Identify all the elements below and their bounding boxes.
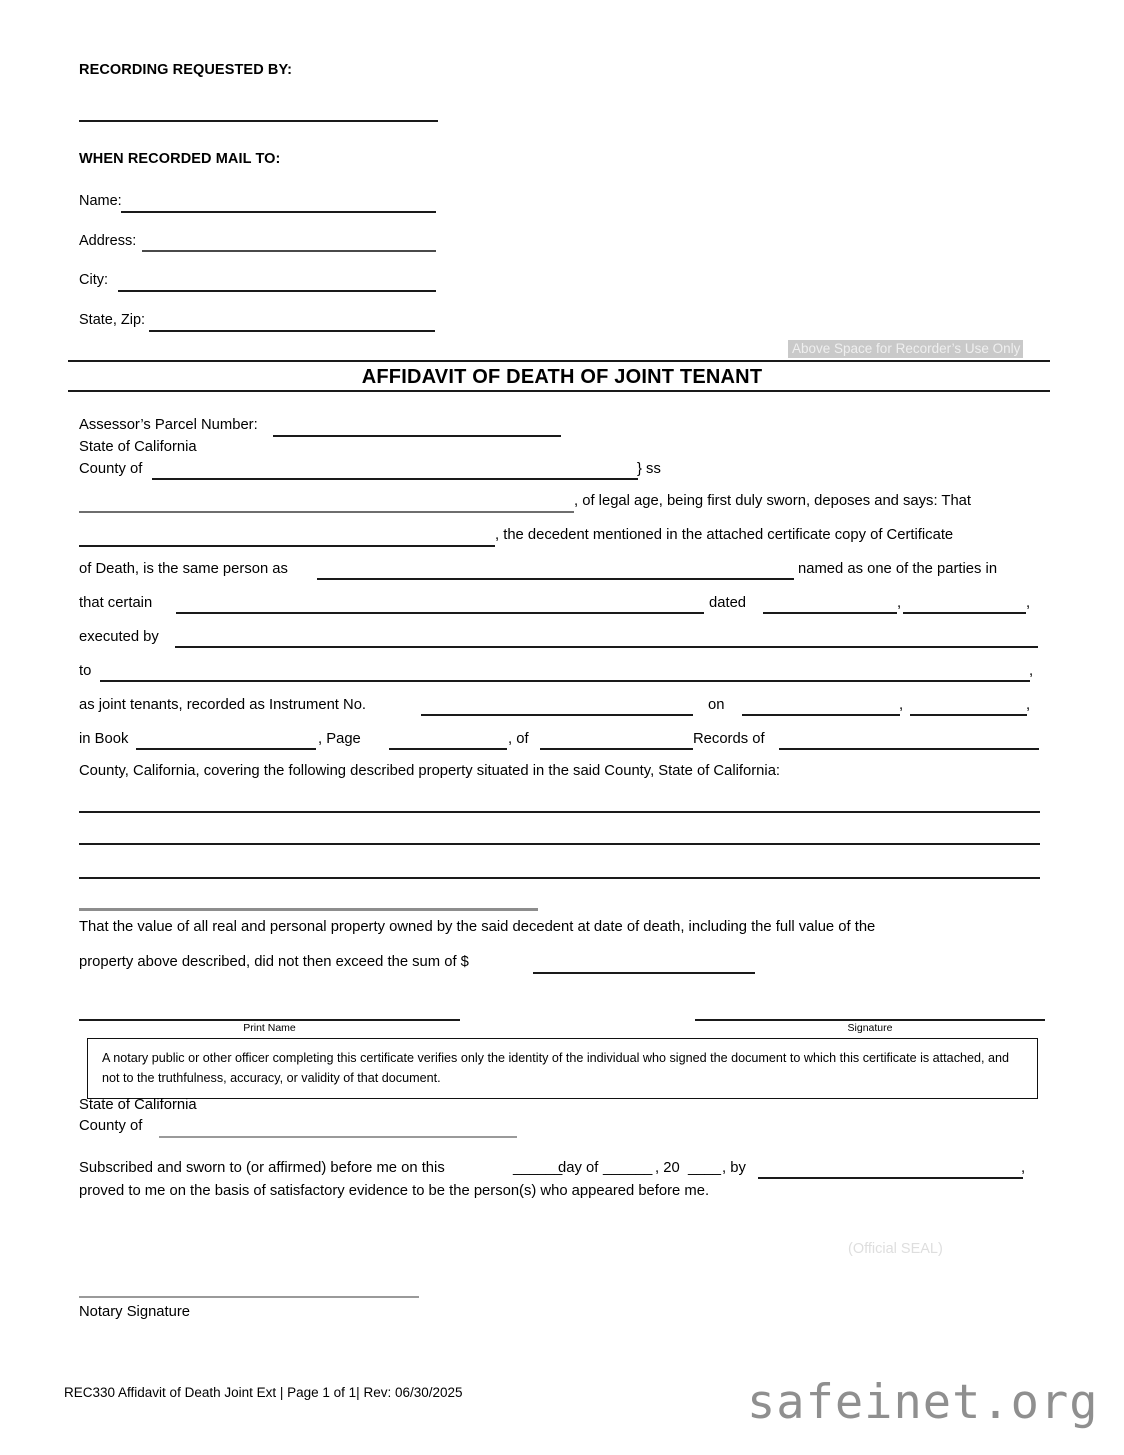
instrument-number-blank-line[interactable] [421,714,693,716]
dated-comma-b: , [1026,595,1031,611]
notary-disclosure-text: A notary public or other officer completing this certificate verifies only the identity of the individual who signed the document to which this certificate is attached, and not to the truthfulness, accuracy, or validity of that document. [102,1051,1010,1085]
property-description-line-4[interactable] [79,908,538,911]
value-statement-line-2: property above described, did not then exceed the sum of $ [79,954,469,970]
state-of-california-label: State of California [79,439,197,455]
value-statement-line-1: That the value of all real and personal property owned by the said decedent at date of death, including the full value of the [79,919,876,935]
recorded-on-month-blank-line[interactable] [742,714,900,716]
body-line-1-text: , of legal age, being first duly sworn, deposes and says: That [574,493,972,509]
to-label: to [79,663,92,679]
name-label: Name: [79,193,122,209]
jurat-second-line: proved to me on the basis of satisfactory evidence to be the person(s) who appeared before me. [79,1183,710,1199]
jurat-by-label: , by [722,1160,746,1176]
print-name-signature-line[interactable] [79,1019,460,1021]
in-book-label: in Book [79,731,129,747]
jurat-day-blank[interactable]: ______ [513,1160,563,1176]
joint-tenants-instrument-label: as joint tenants, recorded as Instrument No. [79,697,367,713]
signature-caption: Signature [847,1022,893,1034]
to-blank-line[interactable] [100,680,1030,682]
same-person-blank-line[interactable] [317,578,794,580]
jurat-month-blank[interactable]: ______ [603,1160,653,1176]
signature-line[interactable] [695,1019,1045,1021]
records-of-blank-line[interactable] [779,748,1039,750]
title-rule-bottom [68,390,1050,392]
jurat-year-blank[interactable]: ____ [688,1160,721,1176]
county-of-label: County of [79,461,143,477]
notary-county-blank-line[interactable] [159,1136,517,1138]
county-of-blank-line[interactable] [152,478,638,480]
instrument-type-blank-line[interactable] [176,612,704,614]
dated-year-blank-line[interactable] [903,612,1026,614]
apn-label: Assessor’s Parcel Number: [79,417,258,433]
jurat-affiant-blank-line[interactable] [758,1177,1023,1179]
city-label: City: [79,272,108,288]
body-line-3-tail: named as one of the parties in [798,561,998,577]
city-blank-line[interactable] [118,290,436,292]
ss-mark: } ss [637,461,661,477]
title-rule-top [68,360,1050,362]
notary-disclosure-box [87,1038,1038,1099]
print-name-caption: Print Name [243,1022,296,1034]
jurat-day-of-label: day of [558,1160,599,1176]
footer-form-info: REC330 Affidavit of Death Joint Ext | Page 1 of 1| Rev: 06/30/2025 [64,1385,463,1400]
jurat-year-prefix: , 20 [655,1160,680,1176]
dated-month-blank-line[interactable] [763,612,897,614]
site-watermark: safeinet.org [747,1375,1099,1430]
when-recorded-mail-to-label: WHEN RECORDED MAIL TO: [79,151,281,167]
body-line-2-text: , the decedent mentioned in the attached certificate copy of Certificate [495,527,954,543]
recorded-on-year-blank-line[interactable] [910,714,1027,716]
address-label: Address: [79,233,137,249]
body-line-4-lead: that certain [79,595,153,611]
page-label: , Page [318,731,361,747]
affiant-name-blank-line[interactable] [79,511,574,513]
page-blank-line[interactable] [389,748,507,750]
notary-state-label: State of California [79,1097,197,1113]
jurat-trailing-comma: , [1021,1160,1026,1176]
dated-label: dated [709,595,747,611]
apn-blank-line[interactable] [273,435,561,437]
body-line-3-lead: of Death, is the same person as [79,561,288,577]
notary-signature-line[interactable] [79,1296,419,1298]
property-description-line-3[interactable] [79,877,1040,879]
notary-signature-label: Notary Signature [79,1304,191,1320]
recorded-on-comma-a: , [899,697,904,713]
decedent-name-blank-line[interactable] [79,545,495,547]
recorder-use-note: Above Space for Recorder’s Use Only [788,340,1023,358]
address-blank-line[interactable] [142,250,436,252]
to-trailing-comma: , [1029,663,1034,679]
property-description-line-2[interactable] [79,843,1040,845]
county-covering-text: County, California, covering the following described property situated in the said County, State of California: [79,763,781,779]
official-seal-placeholder: (Official SEAL) [848,1241,943,1257]
state-zip-blank-line[interactable] [149,330,435,332]
recorded-on-label: on [708,697,725,713]
state-zip-label: State, Zip: [79,312,146,328]
jurat-lead-text: Subscribed and sworn to (or affirmed) before me on this [79,1160,445,1176]
notary-county-label: County of [79,1118,143,1134]
page-title: AFFIDAVIT OF DEATH OF JOINT TENANT [361,366,763,388]
dated-comma-a: , [897,595,902,611]
executed-by-blank-line[interactable] [175,646,1038,648]
records-of-label: Records of [693,731,765,747]
value-amount-blank-line[interactable] [533,972,755,974]
of-label: , of [508,731,529,747]
recorded-on-comma-b: , [1026,697,1031,713]
recording-requested-by-label: RECORDING REQUESTED BY: [79,62,293,78]
name-blank-line[interactable] [121,211,436,213]
of-blank-line[interactable] [540,748,693,750]
property-description-line-1[interactable] [79,811,1040,813]
recording-requested-by-blank-line[interactable] [79,120,438,122]
book-blank-line[interactable] [136,748,316,750]
executed-by-label: executed by [79,629,159,645]
